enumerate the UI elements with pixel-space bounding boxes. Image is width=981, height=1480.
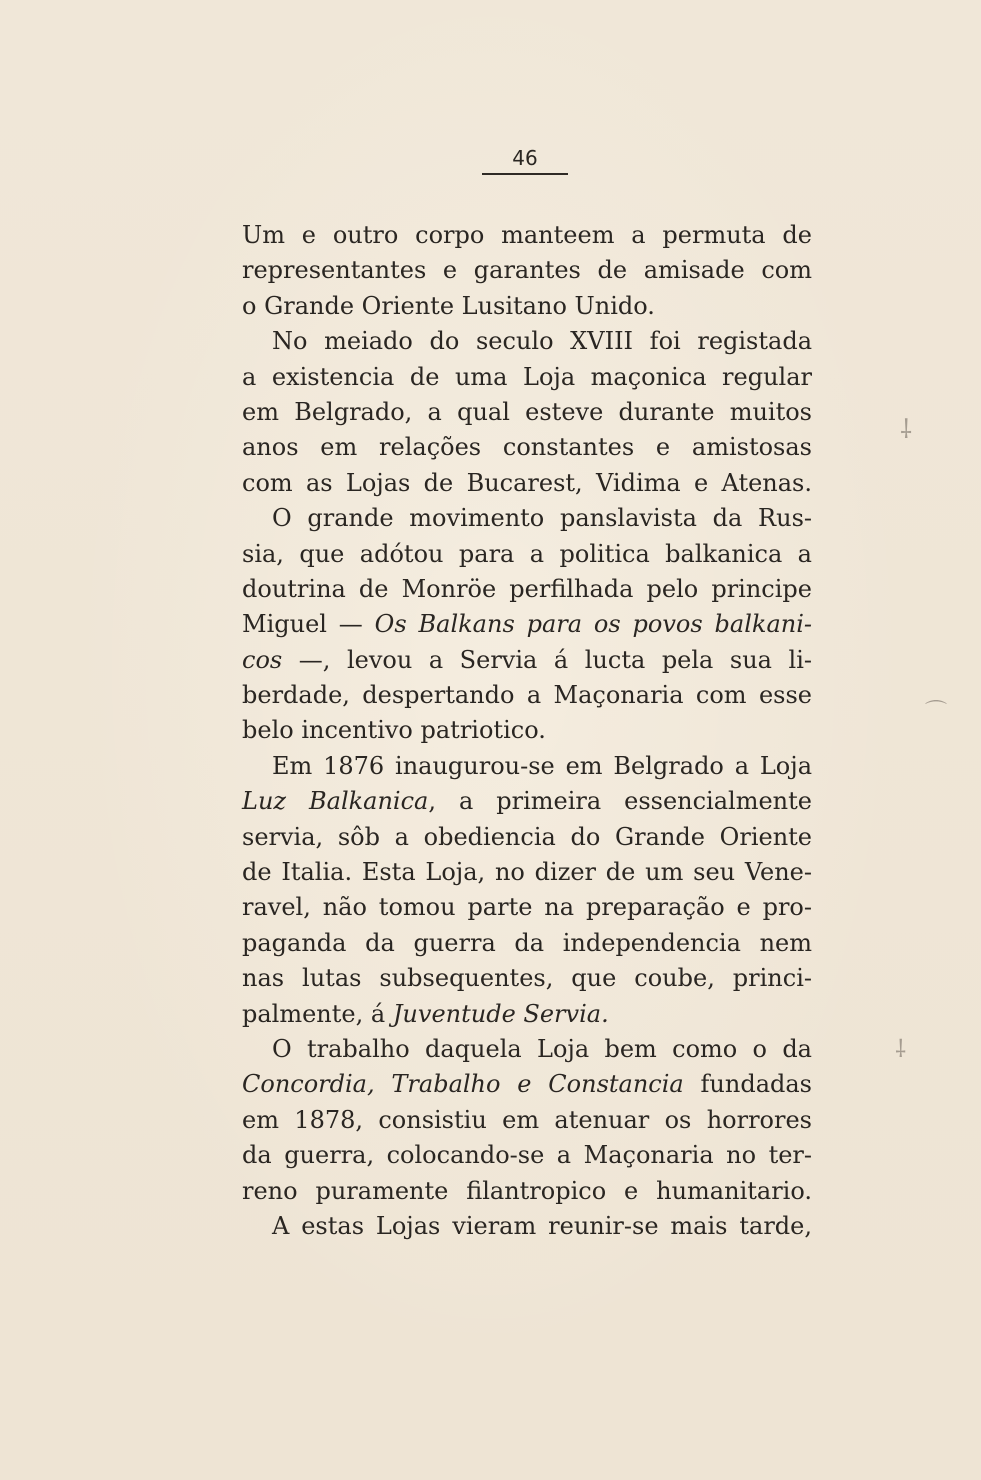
text-line: doutrina de Monröe perfilhada pelo principe [242,574,812,603]
text-line: Um e outro corpo manteem a permuta de [242,221,812,249]
body-text [242,218,812,1244]
paper-mark: ⌒ [925,700,948,725]
paper-mark: ⸸ [895,1035,907,1063]
page-header [482,146,568,175]
text-line: da guerra, colocando-se a Maçonaria no ter- [242,1141,812,1170]
text-line: Em 1876 inaugurou-se em Belgrado a Loja [272,751,812,780]
text-line: Luz Balkanica, a primeira essencialmente [242,787,812,816]
text-line: A estas Lojas vieram reunir-se mais tarde, [272,1211,812,1240]
text-line: anos em relações constantes e amistosas [242,433,812,462]
text-line: nas lutas subsequentes, que coube, princi- [242,964,812,993]
text-line: o Grande Oriente Lusitano Unido. [242,291,655,320]
text-line: sia, que adótou para a politica balkanica a [242,539,812,568]
text-line: servia, sôb a obediencia do Grande Oriente [242,822,812,851]
text-line: cos —, levou a Servia á lucta pela sua li- [242,645,812,674]
text-line: Concordia, Trabalho e Constancia fundadas [242,1070,812,1099]
text-line: ravel, não tomou parte na preparação e pro- [242,893,812,922]
text-line: com as Lojas de Bucarest, Vidima e Atenas. [242,468,812,497]
text-line: Miguel — Os Balkans para os povos balkani- [242,610,812,639]
text-line: reno puramente filantropico e humanitario. [242,1176,812,1205]
text-line: em 1878, consistiu em atenuar os horrores [242,1105,812,1134]
text-line: palmente, á Juventude Servia. [242,999,609,1028]
text-line: No meiado do seculo XVIII foi registada [272,327,812,356]
text-line: de Italia. Esta Loja, no dizer de um seu Vene- [242,858,812,887]
text-line: paganda da guerra da independencia nem [242,928,812,957]
text-line: belo incentivo patriotico. [242,716,546,745]
page-number: 46 [512,146,538,170]
paper-mark: ⸸ [900,415,913,445]
text-line: berdade, despertando a Maçonaria com esse [242,681,812,710]
header-rule [482,173,568,175]
text-line: em Belgrado, a qual esteve durante muitos [242,397,812,426]
text-line: O trabalho daquela Loja bem como o da [272,1034,812,1063]
text-line: O grande movimento panslavista da Rus- [272,504,812,533]
text-line: representantes e garantes de amisade com [242,256,812,285]
text-line: a existencia de uma Loja maçonica regular [242,362,812,391]
